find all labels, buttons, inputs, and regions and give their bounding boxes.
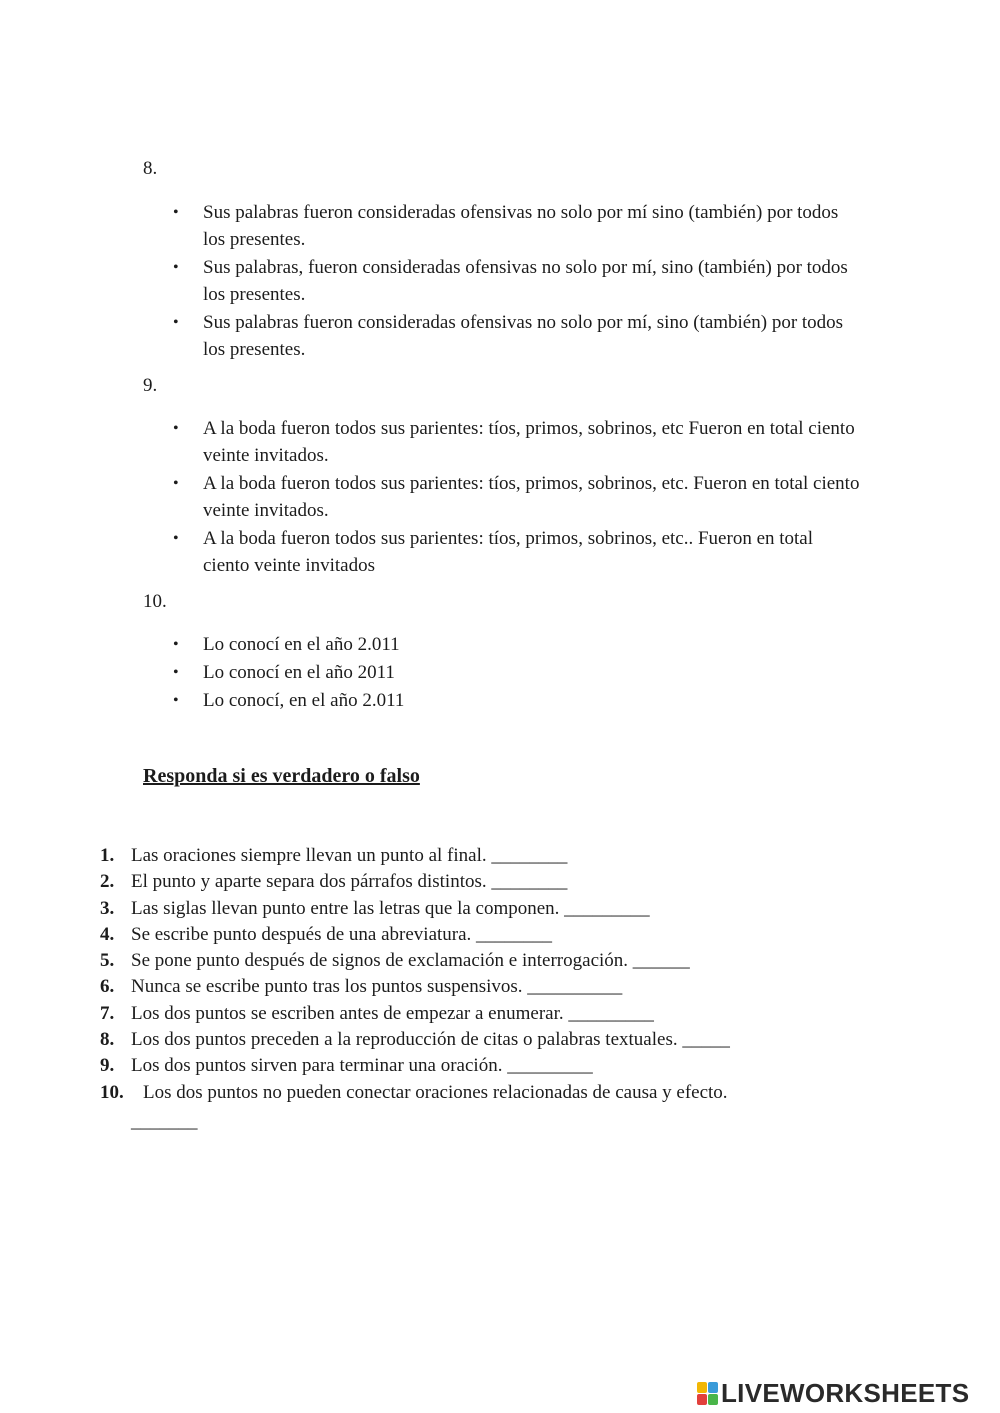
tf-item-8[interactable] [100,1027,860,1053]
question-10-options [170,631,860,715]
tf-item-2[interactable] [100,869,860,895]
option-10a[interactable]: • Lo conocí en el año 2.011 [170,631,860,658]
tf-item-text: Los dos puntos preceden a la reproducción de citas o palabras textuales. _____ [131,1029,730,1051]
tf-item-3[interactable] [100,896,860,922]
tf-item-text: Se pone punto después de signos de exclamación e interrogación. ______ [131,950,690,972]
section-heading: Responda si es verdadero o falso [143,765,420,787]
tf-item-number: 1. [100,845,115,866]
question-number-8: 8. [143,158,158,179]
tf-item-text: Nunca se escribe punto tras los puntos suspensivos. __________ [131,976,623,998]
option-8b[interactable]: • Sus palabras, fueron consideradas ofensivas no solo por mí, sino (también) por todos los presentes. [170,254,860,308]
tf-item-number: 2. [100,871,115,893]
logo-text: LIVEWORKSHEETS [721,1378,970,1408]
tf-item-4[interactable] [100,922,860,948]
question-number-10: 10. [143,591,167,612]
tf-item-1[interactable] [100,843,860,869]
liveworksheets-logo [697,1378,969,1409]
tf-item-text: Los dos puntos no pueden conectar oraciones relacionadas de causa y efecto. [143,1081,728,1103]
tf-item-10-answer-blank[interactable]: _______ [131,1111,198,1132]
tf-item-text: Los dos puntos se escriben antes de empezar a enumerar. _________ [131,1002,654,1024]
tf-item-number: 9. [100,1055,115,1077]
tf-item-number: 3. [100,897,115,919]
option-8c[interactable]: • Sus palabras fueron consideradas ofensivas no solo por mí, sino (también) por todos los presentes. [170,309,860,363]
tf-item-text: El punto y aparte separa dos párrafos distintos. ________ [131,871,568,893]
tf-item-10[interactable] [100,1080,860,1106]
tf-item-number: 4. [100,923,115,945]
question-9-options [170,415,860,580]
option-9c[interactable]: • A la boda fueron todos sus parientes: tíos, primos, sobrinos, etc.. Fueron en total ciento veinte invitados [170,525,860,579]
option-10c[interactable]: • Lo conocí, en el año 2.011 [170,687,860,714]
logo-blocks-icon [697,1382,718,1405]
tf-item-9[interactable] [100,1053,860,1079]
tf-item-6[interactable] [100,974,860,1000]
option-9a[interactable]: • A la boda fueron todos sus parientes: tíos, primos, sobrinos, etc Fueron en total ciento veinte invitados. [170,415,860,469]
option-10b[interactable]: • Lo conocí en el año 2011 [170,659,860,686]
tf-item-text: Las siglas llevan punto entre las letras que la componen. _________ [131,897,650,919]
option-9b[interactable]: • A la boda fueron todos sus parientes: tíos, primos, sobrinos, etc. Fueron en total ciento veinte invitados. [170,470,860,524]
logo-block [697,1382,707,1393]
question-number-9: 9. [143,375,158,396]
logo-block [697,1394,707,1405]
tf-item-number: 10. [100,1081,124,1103]
logo-block [708,1382,718,1393]
tf-item-number: 8. [100,1029,115,1051]
option-8a[interactable]: • Sus palabras fueron consideradas ofensivas no solo por mí sino (también) por todos los presentes. [170,199,860,253]
tf-item-5[interactable] [100,948,860,974]
tf-item-number: 5. [100,950,115,972]
tf-item-7[interactable] [100,1001,860,1027]
tf-item-number: 7. [100,1002,115,1024]
tf-item-text: Los dos puntos sirven para terminar una oración. _________ [131,1055,593,1077]
question-8-options [170,199,860,364]
tf-item-text: Las oraciones siempre llevan un punto al final. ________ [131,845,568,866]
tf-item-text: Se escribe punto después de una abreviatura. ________ [131,923,553,945]
tf-item-number: 6. [100,976,115,998]
true-false-list [100,843,860,1106]
logo-block [708,1394,718,1405]
